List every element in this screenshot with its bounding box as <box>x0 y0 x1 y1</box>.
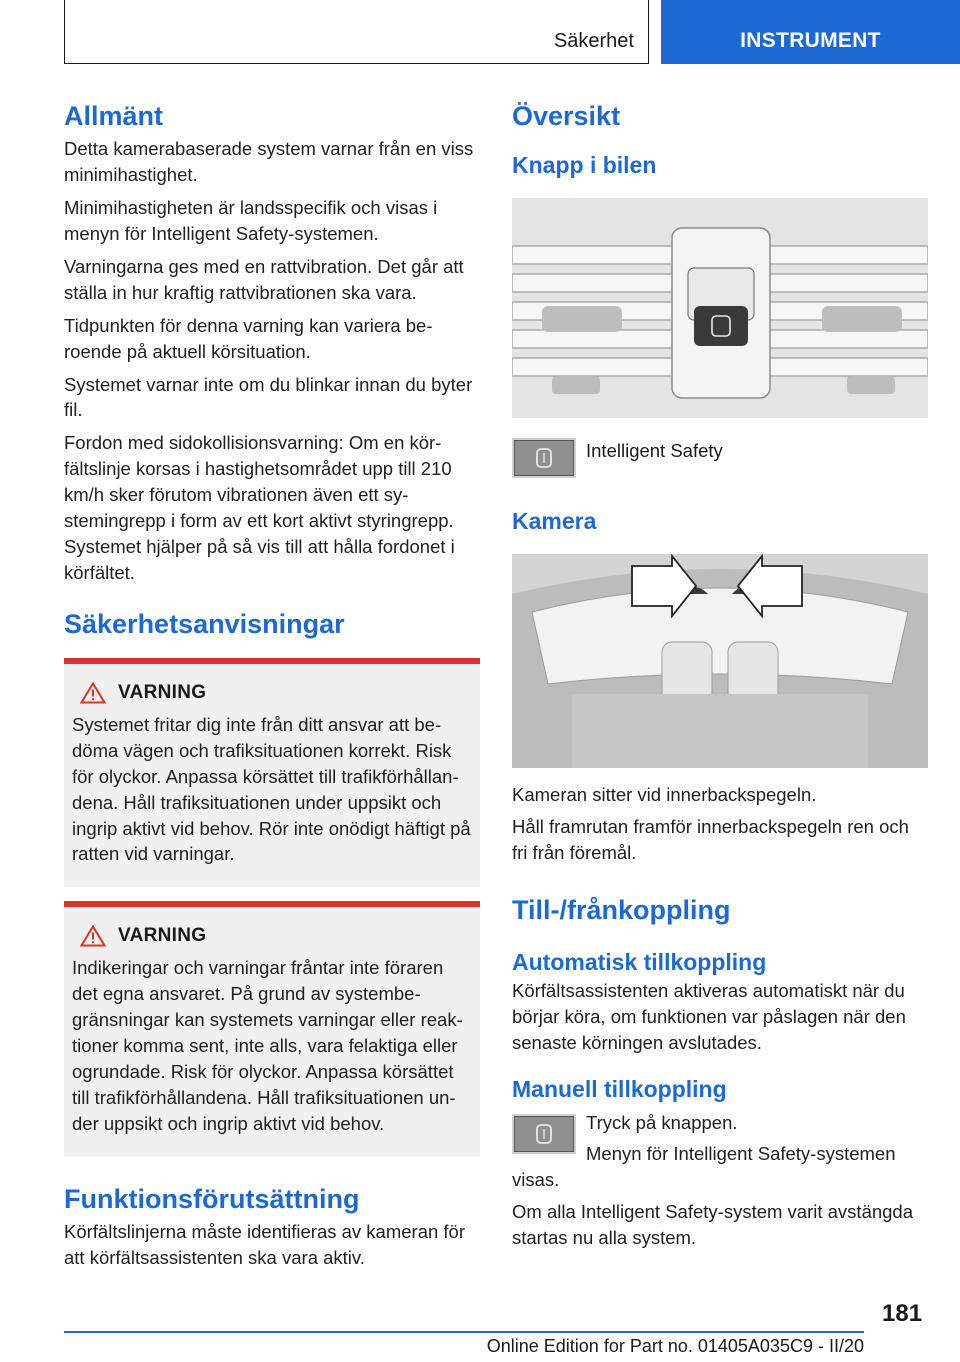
allmant-heading: Allmänt <box>64 101 164 131</box>
till-heading: Till-/frånkoppling <box>512 895 731 926</box>
warning-text: Systemet fritar dig inte från ditt ansvar att bedöma vägen och trafiksituationen korrekt. Risk för olyckor. Anpassa körsättet till trafikförhållandena. Håll trafiksituationen under uppsikt och ingrip aktivt vid behov. Rör inte onödigt häftigt på ratten vid varningar. <box>72 714 471 865</box>
allmant-paragraph: Systemet varnar inte om du blinkar innan du byter fil. <box>64 373 473 421</box>
warning-header <box>80 682 472 704</box>
button-panel-figure <box>512 198 928 418</box>
intelligent-safety-label: Intelligent Safety <box>586 439 723 461</box>
auto-heading: Automatisk tillkoppling <box>512 948 767 975</box>
warning-box-1 <box>64 658 480 887</box>
warning-triangle-icon <box>80 925 106 947</box>
header-chapter-label: INSTRUMENT <box>740 29 881 52</box>
allmant-paragraph: Fordon med sidokollisionsvarning: Om en körfältslinje korsas i hastighetsområdet upp till 210 km/h sker förutom vibrationen även ett systemingrepp i form av ett kort aktivt styringrepp. Systemet hjälper på så vis till att hålla fordonet i körfältet. <box>64 432 455 583</box>
warning-header <box>80 925 472 947</box>
button-panel-illustration <box>512 198 928 418</box>
manuell-steps <box>512 1110 928 1251</box>
footer-divider <box>64 1331 864 1333</box>
header-section-tab <box>64 0 649 64</box>
footer-edition: Online Edition for Part no. 01405A035C9 - II/20 <box>486 1336 864 1356</box>
intelligent-safety-button-icon <box>512 438 576 478</box>
header-chapter-tab[interactable] <box>661 0 960 64</box>
func-heading: Funktionsförutsättning <box>64 1183 360 1214</box>
page-number: 181 <box>882 1300 923 1327</box>
manuell-text: Om alla Intelligent Safety-system varit avstängda startas nu alla system. <box>512 1201 914 1249</box>
camera-interior-illustration <box>512 554 928 768</box>
knapp-legend <box>512 438 928 478</box>
allmant-paragraph: Detta kamerabaserade system varnar från en viss minimihastighet. <box>64 138 474 186</box>
left-column <box>64 100 480 1271</box>
allmant-paragraph: Minimihastigheten är landsspecifik och visas i menyn för Intelligent Safety-systemen. <box>64 197 438 245</box>
warning-title: VARNING <box>118 925 207 947</box>
right-column <box>512 100 928 1251</box>
func-text: Körfältslinjerna måste identifieras av kameran för att körfältsassistenten ska vara aktiv. <box>64 1221 466 1268</box>
auto-text: Körfältsassistenten aktiveras automatiskt när du börjar köra, om funktionen var påslagen när den senaste körningen avslutades. <box>512 980 906 1054</box>
allmant-paragraph: Tidpunkten för denna varning kan variera beroende på aktuell körsituation. <box>64 314 433 362</box>
kamera-paragraph: Håll framrutan framför innerbackspegeln ren och fri från föremål. <box>512 816 909 864</box>
warning-title: VARNING <box>118 682 207 704</box>
safety-heading: Säkerhetsanvisningar <box>64 608 345 639</box>
camera-figure <box>512 554 928 768</box>
warning-text: Indikeringar och varningar fråntar inte föraren det egna ansvaret. På grund av systembegränsningar kan systemets varningar eller reaktioner komma sent, inte alls, vara felaktiga eller ogrundade. Risk för olyckor. Anpassa körsättet till trafikförhållandena. Håll trafiksituationen under uppsikt och ingrip aktivt vid behov. <box>72 957 463 1134</box>
manuell-step: Menyn för Intelligent Safety-systemen visas. <box>512 1143 896 1191</box>
manuell-step: Tryck på knappen. <box>586 1111 738 1133</box>
warning-triangle-icon <box>80 682 106 704</box>
kamera-paragraph: Kameran sitter vid innerbackspegeln. <box>512 783 817 805</box>
header-section-label: Säkerhet <box>553 30 634 52</box>
allmant-paragraph: Varningarna ges med en rattvibration. Det går att ställa in hur kraftig rattvibrationen ska vara. <box>64 255 464 303</box>
kamera-heading: Kamera <box>512 507 597 534</box>
warning-box-2 <box>64 901 480 1156</box>
oversikt-heading: Översikt <box>512 101 621 131</box>
manuell-heading: Manuell tillkoppling <box>512 1075 727 1102</box>
intelligent-safety-button-icon <box>512 1114 576 1154</box>
knapp-heading: Knapp i bilen <box>512 152 657 179</box>
